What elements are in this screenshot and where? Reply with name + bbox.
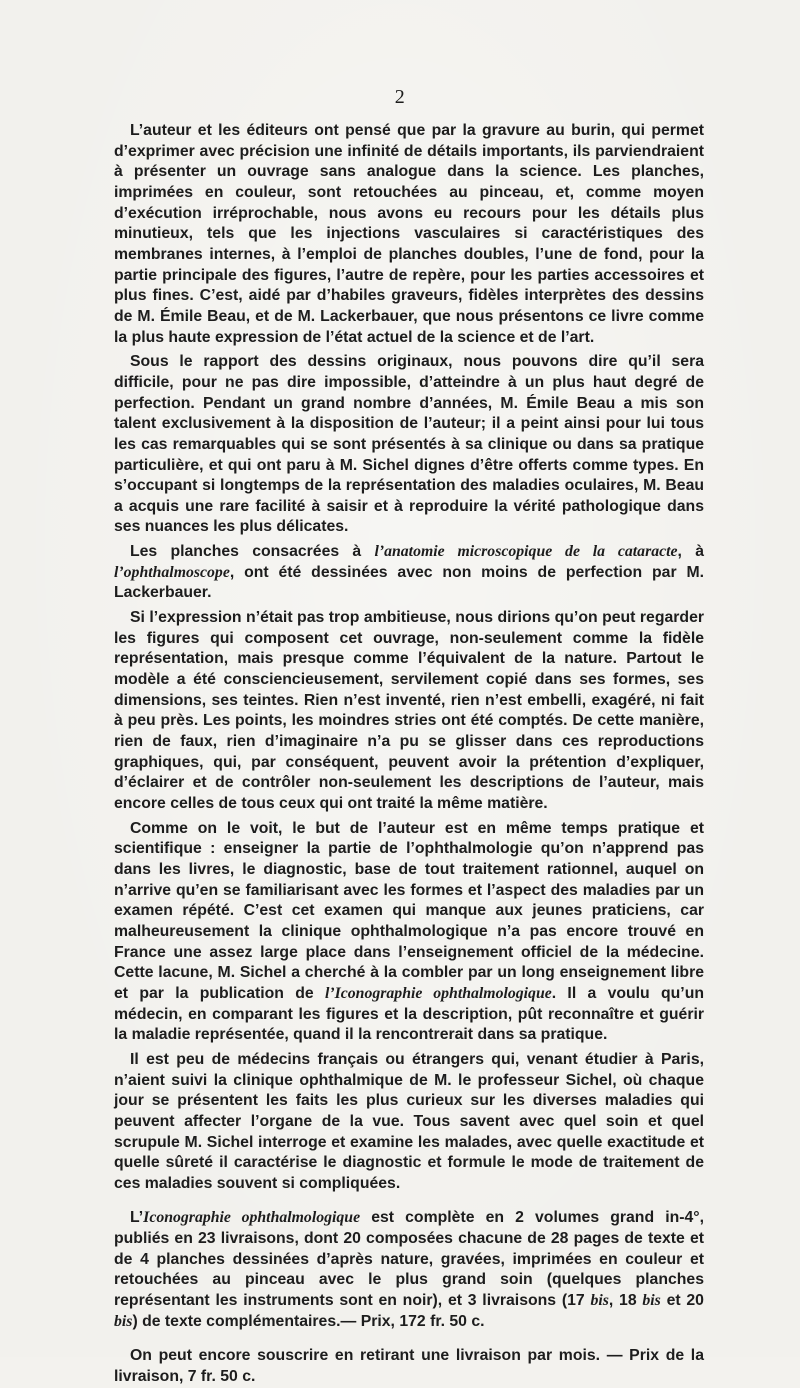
- text-run: est complète en 2 volumes grand in-4°, publiés en 23 livraisons, dont 20 composées chacune de 28 pages de texte et de 4 planches dessinées d’après nature, gravées, imprimées en couleur et retouchées au pinceau avec le plus grand soin (quelques planches représentant les instruments sont en noir), et 3 livraisons (17: [114, 1209, 704, 1310]
- paragraph: [114, 819, 704, 1046]
- italic-text: bis: [642, 1292, 661, 1310]
- paragraph: [114, 1050, 704, 1195]
- body-text: [114, 121, 704, 1388]
- text-run: L’auteur et les éditeurs ont pensé que par la gravure au burin, qui permet d’exprimer avec précision une infinité de détails importants, ils parviendraient à présenter un ouvrage sans analogue dans la science. Les planches, imprimées en couleur, sont retouchées au pinceau, et, comme moyen d’exécution irréprochable, nous avons eu recours pour les détails plus minutieux, tels que les injections vasculaires si caractéristiques des membranes internes, à l’emploi de planches doubles, l’une de fond, pour la partie principale des figures, l’autre de repère, pour les parties accessoires et plus fines. C’est, aidé par d’habiles graveurs, fidèles interprètes des dessins de M. Émile Beau, et de M. Lackerbauer, que nous présentons ce livre comme la plus haute expression de l’état actuel de la science et de l’art.: [114, 122, 704, 346]
- italic-text: bis: [590, 1292, 609, 1310]
- text-run: , ont été dessinées avec non moins de perfection par M. Lackerbauer.: [114, 563, 704, 602]
- text-run: , 18: [608, 1292, 643, 1310]
- text-run: Si l’expression n’était pas trop ambitieuse, nous dirions qu’on peut regarder les figures qui composent cet ouvrage, non-seulement comme la fidèle représentation, mais presque comme l’équivalent de la nature. Partout le modèle a été consciencieusement, servilement copié dans ses formes, ses dimensions, ses teintes. Rien n’est inventé, rien n’est embelli, exagéré, ni fait à peu près. Les points, les moindres stries ont été comptés. De cette manière, rien de faux, rien d’imaginaire n’a pu se glisser dans ces reproductions graphiques, qui, par conséquent, peuvent avoir la prétention d’expliquer, d’éclairer et de contrôler non-seulement les descriptions de l’auteur, mais encore celles de tous ceux qui ont traité la même matière.: [114, 609, 704, 812]
- italic-text: l’ophthalmoscope: [114, 563, 230, 581]
- italic-text: Iconographie ophthalmologique: [143, 1209, 361, 1227]
- text-run: . Il a voulu qu’un médecin, en comparant les figures et la description, pût reconnaître et guérir la maladie représentée, quand il la rencontrerait dans sa pratique.: [114, 984, 704, 1044]
- italic-text: l’anatomie microscopique de la cataracte: [374, 543, 678, 561]
- paragraph: [114, 1346, 704, 1387]
- paragraph: [114, 608, 704, 815]
- text-run: L’: [130, 1209, 144, 1227]
- text-run: Comme on le voit, le but de l’auteur est en même temps pratique et scientifique : enseigner la partie de l’ophthalmologie qu’on n’apprend pas dans les livres, le diagnostic, base de tout traitement rationnel, auquel on n’arrive qu’en se familiarisant avec les formes et l’aspect des maladies par un examen répété. C’est cet examen qui manque aux jeunes praticiens, car malheureusement la clinique ophthalmologique n’a pas encore trouvé en France une assez large place dans l’enseignement officiel de la médecine. Cette lacune, M. Sichel a cherché à la combler par un long enseignement libre et par la publication de: [114, 819, 704, 1002]
- italic-text: bis: [114, 1312, 133, 1330]
- text-run: Il est peu de médecins français ou étrangers qui, venant étudier à Paris, n’aient suivi la clinique ophthalmique de M. le professeur Sichel, où chaque jour se présentent les faits les plus curieux sur les diverses maladies qui peuvent affecter l’organe de la vue. Tous savent avec quel soin et quel scrupule M. Sichel interroge et examine les malades, avec quelle exactitude et quelle sûreté il caractérise le diagnostic et formule le mode de traitement de ces maladies souvent si compliquées.: [114, 1050, 704, 1192]
- text-run: Sous le rapport des dessins originaux, nous pouvons dire qu’il sera difficile, pour ne pas dire impossible, d’atteindre à un plus haut degré de perfection. Pendant un grand nombre d’années, M. Émile Beau a mis son talent exclusivement à la disposition de l’auteur; il a peint ainsi pour lui tous les cas remarquables qui se sont présentés à sa clinique ou dans sa pratique particulière, et qui ont paru à M. Sichel dignes d’être offerts comme types. En s’occupant si longtemps de la représentation des maladies oculaires, M. Beau a acquis une rare facilité à saisir et à reproduire la vérité pathologique dans ses nuances les plus délicates.: [114, 353, 704, 536]
- text-run: On peut encore souscrire en retirant une livraison par mois. — Prix de la livraison, 7 fr. 50 c.: [114, 1347, 704, 1386]
- text-run: , à: [677, 543, 704, 561]
- paragraph: [114, 542, 704, 604]
- page-number: 2: [394, 86, 406, 108]
- text-run: Les planches consacrées à: [130, 543, 375, 561]
- paragraph: [114, 1208, 704, 1332]
- text-run: ) de texte complémentaires.— Prix, 172 fr. 50 c.: [132, 1312, 485, 1330]
- paragraph: [114, 352, 704, 538]
- text-run: et 20: [660, 1292, 704, 1310]
- italic-text: l’Iconographie ophthalmologique: [324, 984, 552, 1002]
- paragraph: [114, 121, 704, 348]
